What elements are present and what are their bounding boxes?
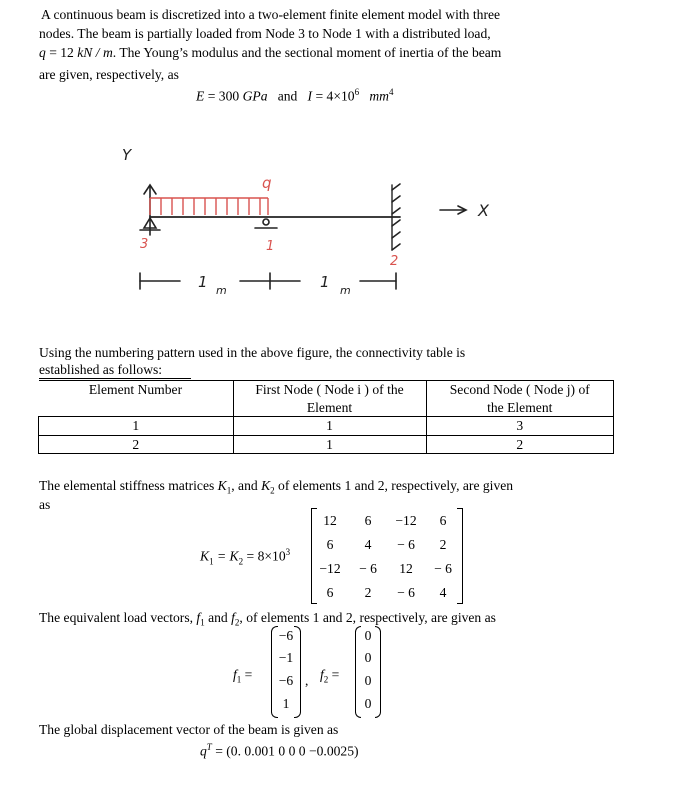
lhs-exponent: 3 xyxy=(285,547,291,557)
cell-first-node: 1 xyxy=(233,417,426,436)
load-label: q xyxy=(262,174,272,192)
q-vector-symbol: q xyxy=(200,743,207,759)
cell-first-node: 1 xyxy=(233,435,426,454)
vector-comma: , xyxy=(305,673,309,688)
loads-and: and xyxy=(204,610,232,625)
stiffness-intro xyxy=(39,478,513,496)
f2-lhs: $f_2$ = xyxy=(320,667,340,685)
intro-line-3-rest: . The Young’s modulus and the sectional moment of inertia of the beam xyxy=(112,45,502,60)
k1-symbol: K xyxy=(217,478,227,493)
vector-cell: 0 xyxy=(364,650,372,665)
I-unit: mm xyxy=(369,88,389,104)
header-first-node-line-2: Element xyxy=(306,399,353,415)
E-symbol: E xyxy=(196,88,205,104)
header-second-node xyxy=(426,381,614,417)
q-unit: kN / m xyxy=(77,45,113,60)
stiffness-text-1: The elemental stiffness matrices xyxy=(39,478,218,493)
vector-cell: −6 xyxy=(278,673,294,688)
matrix-cell: 6 xyxy=(364,513,372,528)
lhs-factor: = 8×10 xyxy=(243,548,286,564)
lhs-k1-sub: 1 xyxy=(209,556,214,567)
q-vector-values: = (0. 0.001 0 0 0 −0.0025) xyxy=(211,743,359,759)
beam-figure xyxy=(100,140,520,320)
stiffness-matrix xyxy=(311,508,463,604)
q-value: = 12 xyxy=(45,45,78,60)
table-row xyxy=(39,417,614,436)
matrix-cell: 2 xyxy=(364,585,372,600)
x-axis-label: X xyxy=(478,201,489,220)
cell-second-node: 3 xyxy=(426,417,614,436)
matrix-cell: 12 xyxy=(399,561,413,576)
lhs-k2: = K xyxy=(213,548,239,564)
displacement-intro: The global displacement vector of the beam is given as xyxy=(39,722,339,737)
f2-lhs-subscript: 2 xyxy=(323,674,329,685)
matrix-cell: −12 xyxy=(319,561,341,576)
stiffness-text-2: of elements 1 and 2, respectively, are given xyxy=(274,478,514,493)
table-header-row xyxy=(39,381,614,417)
load-arrows xyxy=(150,198,268,215)
underline-rule xyxy=(39,378,191,379)
header-first-node xyxy=(233,381,426,417)
vector-cell: 0 xyxy=(364,673,372,688)
I-unit-exponent: 4 xyxy=(388,87,394,97)
matrix-cell: − 6 xyxy=(359,561,377,576)
f1-lhs: $f_1$ = xyxy=(233,667,253,685)
connectivity-table xyxy=(38,380,614,454)
matrix-cell: 12 xyxy=(323,513,337,528)
loads-text-2: , of elements 1 and 2, respectively, are given as xyxy=(239,610,496,625)
cell-element: 1 xyxy=(39,417,234,436)
f2-vector xyxy=(355,626,381,718)
vector-cell: 0 xyxy=(364,696,372,711)
intro-line-2: nodes. The beam is partially loaded from Node 3 to Node 1 with a distributed load, xyxy=(39,26,491,41)
table-row xyxy=(39,435,614,454)
loads-intro xyxy=(39,610,496,628)
header-first-node-line-1: First Node ( Node i ) of the xyxy=(255,382,404,397)
matrix-cell: 4 xyxy=(364,537,372,552)
f1-symbol: f xyxy=(196,610,201,625)
intro-line-3 xyxy=(39,45,501,61)
node-3-label: 3 xyxy=(140,237,149,252)
matrix-cell: − 6 xyxy=(434,561,452,576)
q-symbol: q xyxy=(39,45,46,60)
span-1-unit: m xyxy=(216,284,227,297)
header-second-node-line-1: Second Node ( Node j) of xyxy=(449,382,590,397)
matrix-cell: − 6 xyxy=(397,537,415,552)
cell-second-node: 2 xyxy=(426,435,614,454)
f1-subscript: 1 xyxy=(200,617,205,628)
and-word: and xyxy=(277,88,298,104)
stiffness-and: , and xyxy=(231,478,262,493)
vector-cell: 1 xyxy=(282,696,290,711)
y-axis-label: Y xyxy=(122,146,132,164)
lhs-k2-sub: 2 xyxy=(238,556,244,567)
span-1-length: 1 xyxy=(198,273,208,291)
vector-cell: 0 xyxy=(364,628,372,643)
f1-vector xyxy=(271,626,301,718)
connectivity-intro-2: established as follows: xyxy=(39,362,163,377)
E-value: = 300 xyxy=(204,88,243,104)
distributed-load xyxy=(150,198,268,215)
header-second-node-line-2: the Element xyxy=(487,399,553,415)
connectivity-intro-1: Using the numbering pattern used in the above figure, the connectivity table is xyxy=(39,345,466,360)
node-2-label: 2 xyxy=(390,254,399,269)
matrix-cell: 4 xyxy=(439,585,447,600)
span-2-length: 1 xyxy=(320,273,330,291)
f2-symbol: f xyxy=(231,610,235,625)
cell-element: 2 xyxy=(39,435,234,454)
k2-symbol: K xyxy=(261,478,271,493)
node-1-label: 1 xyxy=(266,239,275,254)
matrix-cell: −12 xyxy=(395,513,417,528)
E-unit: GPa xyxy=(242,88,268,104)
I-symbol: I xyxy=(307,88,313,104)
k2-subscript: 2 xyxy=(270,485,275,496)
matrix-cell: 6 xyxy=(326,585,334,600)
matrix-cell: 6 xyxy=(439,513,447,528)
I-exponent: 6 xyxy=(354,87,360,97)
matrix-cell: − 6 xyxy=(397,585,415,600)
stiffness-lhs xyxy=(200,547,290,566)
intro-line-1: A continuous beam is discretized into a two-element finite element model with three xyxy=(41,7,501,22)
vector-cell: −6 xyxy=(278,628,294,643)
roller-support-node-1 xyxy=(263,219,269,225)
intro-line-4: are given, respectively, as xyxy=(39,67,179,82)
header-element-number: Element Number xyxy=(39,381,234,417)
I-value: = 4×10 xyxy=(312,88,355,104)
vector-cell: −1 xyxy=(278,650,294,665)
matrix-cell: 6 xyxy=(326,537,334,552)
stiffness-as: as xyxy=(39,497,51,512)
lhs-k1: K xyxy=(200,548,210,564)
f1-lhs-subscript: 1 xyxy=(236,674,242,685)
span-2-unit: m xyxy=(340,284,351,297)
loads-text-1: The equivalent load vectors, xyxy=(39,610,197,625)
f2-subscript: 2 xyxy=(234,617,240,628)
q-transpose: T xyxy=(206,742,212,752)
f2-lhs-symbol: f xyxy=(320,667,324,682)
displacement-vector xyxy=(200,742,359,760)
matrix-cell: 2 xyxy=(439,537,447,552)
f1-lhs-symbol: f xyxy=(233,667,237,682)
material-properties xyxy=(196,87,393,105)
k1-subscript: 1 xyxy=(226,485,232,496)
